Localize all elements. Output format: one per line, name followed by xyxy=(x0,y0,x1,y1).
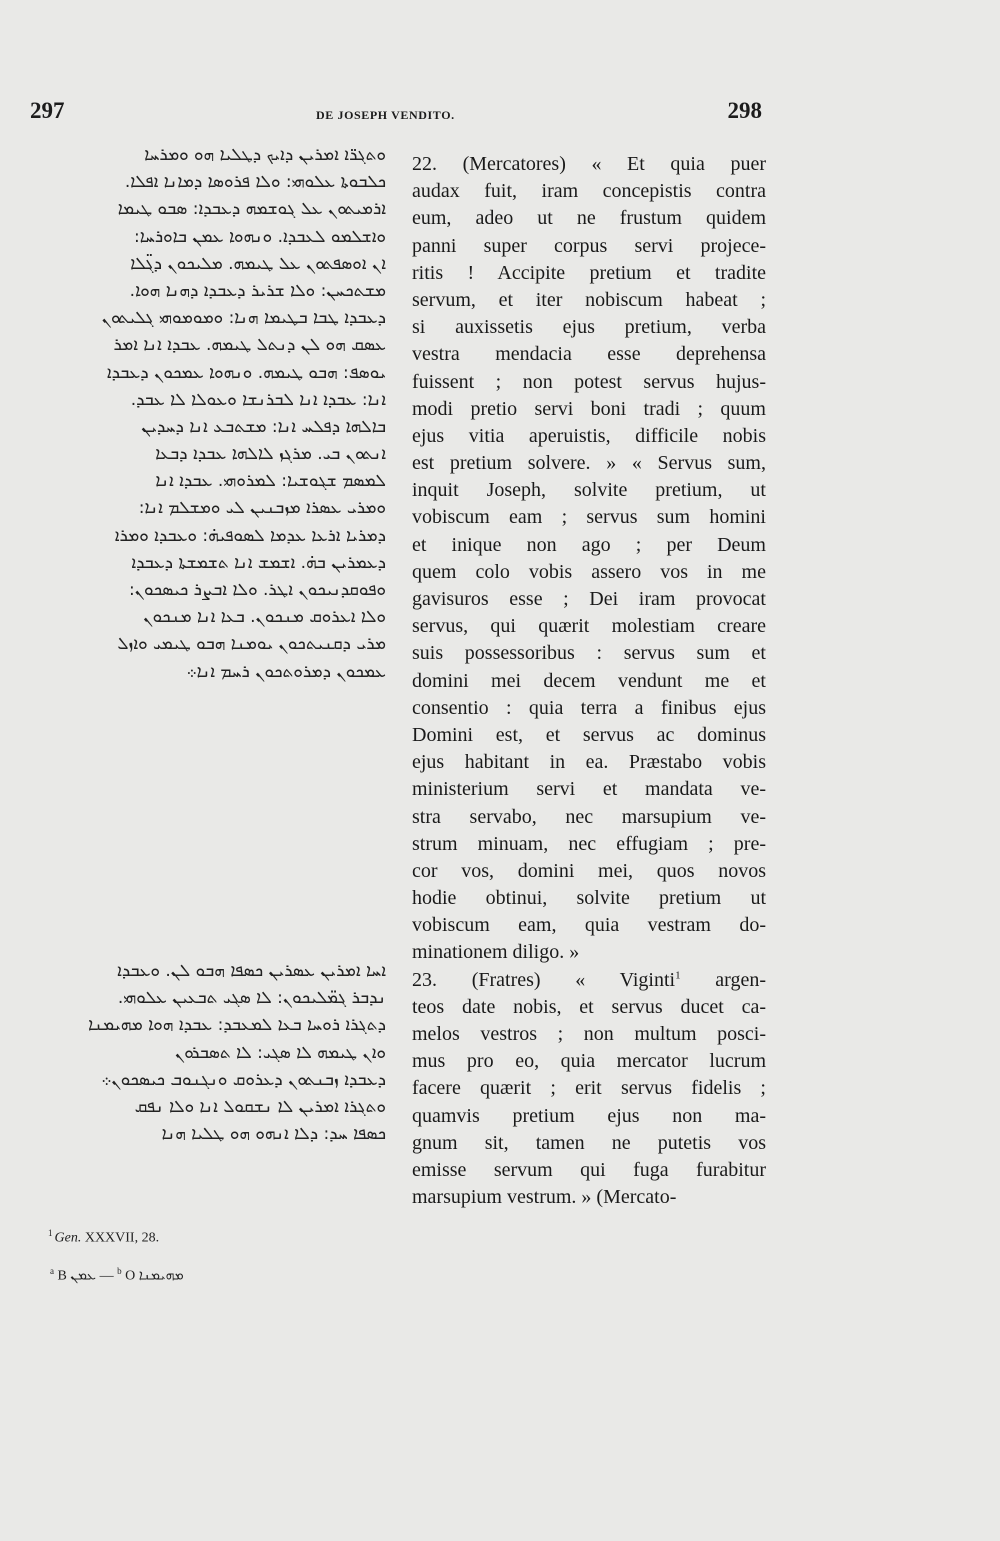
latin-line: servum, et iter nobiscum habeat ; xyxy=(412,288,766,311)
latin-line: vobiscum eam ; servus sum homini xyxy=(412,506,766,529)
latin-line: facere quærit ; erit servus fidelis ; xyxy=(412,1077,766,1100)
footnote-ref-mark: 1 xyxy=(675,968,681,981)
latin-line: quem colo vobis assero vos in me xyxy=(412,560,766,583)
footnote xyxy=(48,1228,159,1247)
syriac-line: ܡܫܬܟܚܢ: ܘܠܐ ܫܪܝܪ ܕܥܒܕܐ ܕܗܢܐ ܗܘܐ. xyxy=(129,280,386,301)
variant-readings xyxy=(50,1266,184,1285)
syriac-line: ܕܡܪܝܐ ܐܪܥܐ ܥܕܡܐ ܠܣܘܦܝܗ̇: ܘܥܒܕܐ ܘܡܪܐ xyxy=(114,525,386,546)
latin-line: modi pretio servi boni tradi ; quum xyxy=(412,397,766,420)
page-number-right: 298 xyxy=(727,98,762,123)
latin-line: et inique non ago ; per Deum xyxy=(412,533,766,556)
latin-line: mus pro eo, quia mercator lucrum xyxy=(412,1050,766,1073)
latin-line: si auxissetis ejus pretium, verba xyxy=(412,316,766,339)
syriac-line: ܡܪܝ ܕܩܢܝܬܟܘܢ ܝܘܡܢܐ ܗܒܘ ܛܝܡܝ ܘܐܙܠ xyxy=(117,634,386,655)
variant-separator: — xyxy=(96,1268,118,1284)
syriac-line: ܘܐܫܠܡܘ ܠܥܒܕܐ. ܘܢܗܘܐ ܥܡܢ ܒܐܘܪܚܐ: xyxy=(133,226,386,247)
latin-line: suis possessoribus : servus sum et xyxy=(412,642,766,665)
footnote-ref: XXXVII, 28. xyxy=(81,1230,160,1246)
syriac-line: ܕܥܒܕܐ ܛܒܐ ܒܛܝܡܐ ܗܢܐ: ܘܡܘܡܘܗܝ ܓܠܝܬܘܢ xyxy=(101,308,386,329)
variant-b-mark: b xyxy=(117,1266,122,1276)
syriac-line: ܕܥܒܕܐ ܙܒܢܬܘܢ ܕܥܪܘܩ ܘܢܓܢܘܒ ܟܝܣܟܘܢ܀ xyxy=(101,1069,386,1090)
syriac-line: ܕܥܡܪܝܢ ܒܗ̇. ܐܫܡܫ ܐܢܐ ܬܫܡܫܬܐ ܕܥܒܕܐ xyxy=(131,552,386,573)
variant-b-ms: O xyxy=(121,1268,139,1284)
latin-line: ministerium servi et mandata ve- xyxy=(412,778,766,801)
variant-b-reading: ܡܗܝܡܢܐ xyxy=(138,1267,184,1284)
syriac-line: ܘܬܓܪܐ ܐܡܪܝܢ ܠܐ ܢܫܩܘܠ ܐܢܐ ܘܠܐ ܢܦܩ xyxy=(134,1096,386,1117)
syriac-line: ܘܠܐ ܐܥܪܘܩ ܡܢܟܘܢ. ܒܥܐ ܐܢܐ ܡܢܟܘܢ xyxy=(143,607,386,628)
syriac-line: ܕܬܓܪܐ ܪܘܚܐ ܒܥܐ ܠܡܥܒܕ: ܥܒܕܐ ܗܘܐ ܡܗܝܡܢܐ xyxy=(88,1015,386,1036)
syriac-line: ܥܡܟܘܢ ܕܡܪܘܬܟܘܢ ܪܚܡ ܐܢܐ܀ xyxy=(186,661,386,682)
syriac-line: ܒܐܠܗܐ ܕܦܠܚ ܐܢܐ: ܡܫܬܒܥ ܐܢܐ ܕܚܕܝܢ xyxy=(141,416,386,437)
latin-line: teos date nobis, et servus ducet ca- xyxy=(412,995,766,1018)
syriac-line: ܠܡܣܡ ܫܓܘܫܝܐ: ܠܡܪܘܗܝ. ܥܒܕܐ ܐܢܐ xyxy=(155,471,386,492)
latin-line: fuissent ; non potest servus hujus- xyxy=(412,370,766,393)
variant-a-mark: a xyxy=(50,1266,54,1276)
syriac-line: ܝܘܣܦ: ܗܒܘ ܛܝܡܗ. ܘܢܗܘܐ ܥܡܟܘܢ ܕܥܒܕܐ xyxy=(106,362,386,383)
latin-line: marsupium vestrum. » (Mercato- xyxy=(412,1186,677,1209)
latin-line: vobiscum eam, quia vestram do- xyxy=(412,914,766,937)
latin-line: cor vos, domini mei, quos novos xyxy=(412,859,766,882)
latin-line: consentio : quia terra a finibus ejus xyxy=(412,696,766,719)
latin-line: strum minuam, nec effugiam ; pre- xyxy=(412,832,766,855)
latin-line: eum, adeo ut ne frustum quidem xyxy=(412,207,766,230)
syriac-line: ܢܕܒܪ ܓܡ̈ܠܝܟܘܢ: ܠܐ ܣܓܝ ܬܒܥܝܢ ܥܠܘܗܝ. xyxy=(117,988,386,1009)
latin-line: ejus habitant in ea. Præstabo vobis xyxy=(412,751,766,774)
syriac-line: ܘܐܢ ܛܝܡܗ ܠܐ ܣܓܝ: ܠܐ ܬܣܒܪܘܢ xyxy=(174,1042,386,1063)
syriac-text-column xyxy=(36,142,386,686)
latin-line: hodie obtinui, solvite pretium ut xyxy=(412,887,766,910)
syriac-line: ܟܠܒܘܬܐ ܥܠܘܗܝ: ܘܠܐ ܦܪܘܣܐ ܕܡܐܢܐ ܐܦܠܐ. xyxy=(124,172,386,193)
latin-line: servus, qui quærit molestiam creare xyxy=(412,615,766,638)
latin-line: quamvis pretium ejus non ma- xyxy=(412,1104,766,1127)
latin-line: 22. (Mercatores) « Et quia puer xyxy=(412,153,766,175)
latin-line: ejus vitia aperuistis, difficile nobis xyxy=(412,424,766,447)
syriac-line: ܐܢܬܘܢ ܒܝ. ܡܪܓܙ ܠܐܠܗܐ ܥܒܕܐ ܕܒܥܐ xyxy=(155,444,386,465)
latin-line: audax fuit, iram concepistis contra xyxy=(412,180,766,203)
syriac-line: ܐܚܐ ܐܡܪܝܢ ܥܣܪܝܢ ܟܣܦܐ ܗܒܘ ܠܢ. ܘܥܒܕܐ xyxy=(117,961,386,981)
latin-line: domini mei decem vendunt me et xyxy=(412,669,766,692)
running-title: DE JOSEPH VENDITO. xyxy=(316,108,455,122)
running-header xyxy=(0,0,1000,140)
latin-line: gavisuros esse ; Dei iram provocat xyxy=(412,588,766,610)
latin-line: melos vestros ; non multum posci- xyxy=(412,1023,766,1045)
syriac-line: ܐܪܡܝܬܘܢ ܥܠ ܓܘܫܡܗ ܕܥܒܕܐ: ܣܒܘ ܛܝܡܐ xyxy=(117,199,386,220)
latin-text-column xyxy=(412,151,766,1211)
variant-a-reading: ܥܡܢ xyxy=(70,1267,97,1284)
footnote-ref-italic: Gen. xyxy=(54,1230,82,1246)
latin-line: ritis ! Accipite pretium et tradite xyxy=(412,261,766,284)
variant-a-ms: B xyxy=(54,1268,71,1284)
latin-line: est pretium solvere. » « Servus sum, xyxy=(412,452,766,475)
latin-line: inquit Joseph, solvite pretium, ut xyxy=(412,479,766,502)
syriac-line: ܥܣܩ ܗܘ ܠܢ ܕܢܬܠ ܛܝܡܗ. ܥܒܕܐ ܐܢܐ ܐܡܪ xyxy=(113,335,386,356)
latin-line: panni super corpus servi projece- xyxy=(412,234,766,257)
latin-line-23-start xyxy=(412,967,766,994)
latin-23-text: 23. (Fratres) « Viginti xyxy=(412,968,676,991)
syriac-line: ܘܬܓܪ̈ܐ ܐܡܪܝܢ ܕܐܝܟ ܕܛܠܝܐ ܗܘ ܘܡܪܚܐ xyxy=(144,145,386,165)
syriac-text-column-2 xyxy=(36,958,386,1148)
syriac-line: ܘܡܪܝ ܥܣܪܐ ܡܙܒܢܝܢ ܠܝ ܘܡܫܠܡ ܐܢܐ: xyxy=(138,498,386,519)
syriac-line: ܐܢܐ: ܥܒܕܐ ܐܢܐ ܠܒܪܢܫܐ ܘܥܘܠܐ ܠܐ ܥܒܕ. xyxy=(130,389,386,410)
syriac-line: ܐܢ ܐܘܣܦܬܘܢ ܥܠ ܛܝܡܗ. ܡܠܝܟܘܢ ܕܓ̈ܠܐ xyxy=(130,253,386,274)
syriac-line: ܘܦܘܩܕܢܝܟܘܢ ܐܛܪ. ܘܠܐ ܐܒܨܪ ܟܝܣܟܘܢ: xyxy=(128,580,386,600)
latin-line: Domini est, et servus ac dominus xyxy=(412,723,766,746)
page-number-left: 297 xyxy=(30,98,65,123)
latin-line: gnum sit, tamen ne putetis vos xyxy=(412,1131,766,1154)
latin-line: minationem diligo. » xyxy=(412,941,580,964)
latin-line: emisse servum qui fuga furabitur xyxy=(412,1158,766,1181)
latin-line: vestra mendacia esse deprehensa xyxy=(412,343,766,366)
syriac-line: ܟܣܦܐ ܚܕ: ܕܠܐ ܐܢܗܘ ܗܘ ܛܠܝܐ ܗܢܐ xyxy=(161,1124,386,1145)
footnote-mark: 1 xyxy=(48,1228,53,1238)
latin-line: stra servabo, nec marsupium ve- xyxy=(412,805,766,828)
latin-23-rest: argen- xyxy=(680,968,766,991)
